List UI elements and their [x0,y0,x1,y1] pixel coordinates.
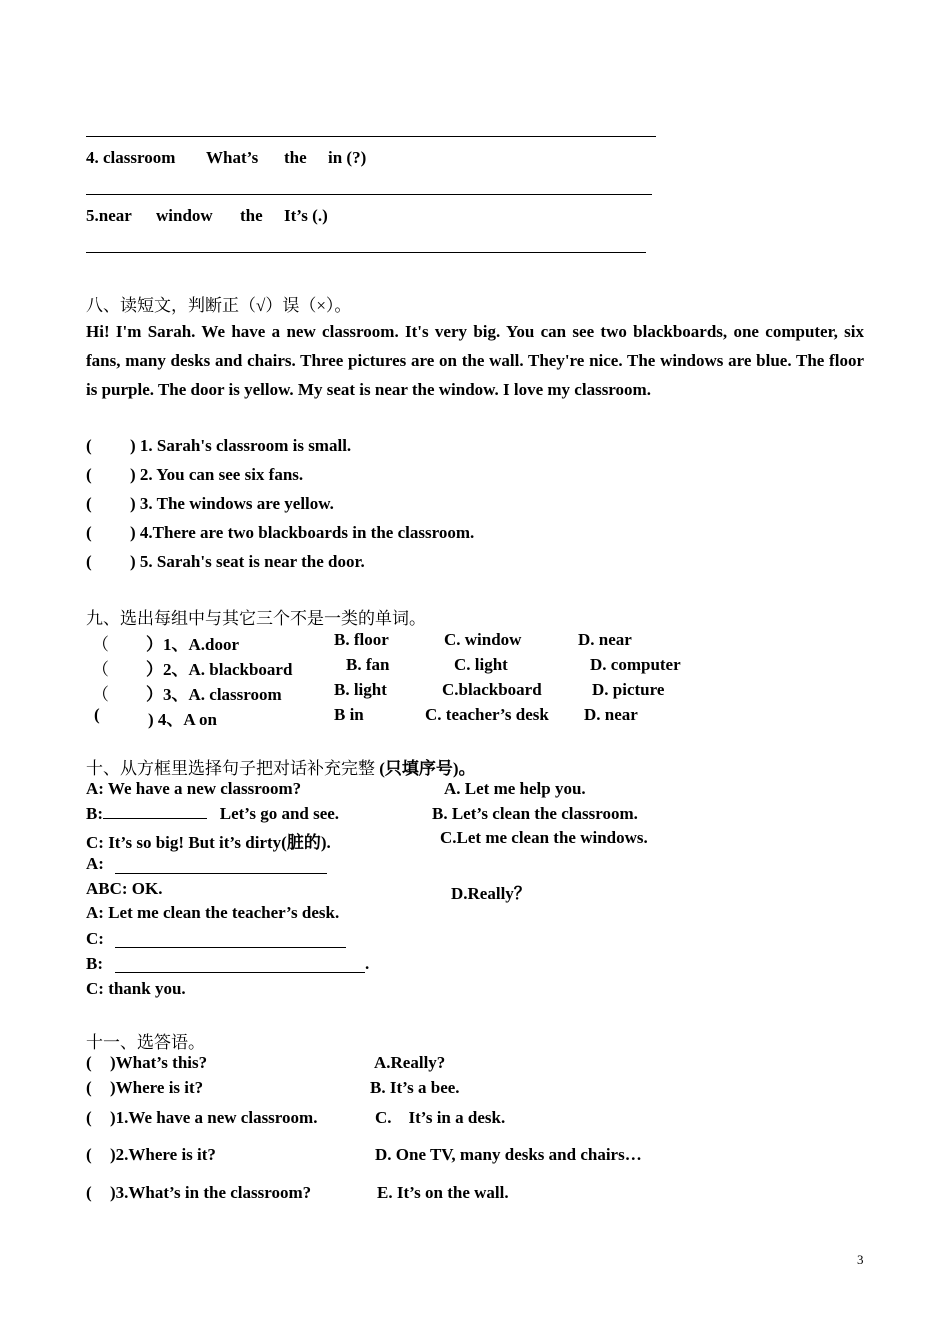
odd-one-option-b: B. light [334,680,387,699]
judge-item-3: ) 3. The windows are yellow. [130,494,334,513]
odd-one-paren[interactable]: （ [92,635,109,654]
response-answer: C. It’s in a desk. [375,1108,506,1127]
odd-one-option-c: C. light [454,655,508,674]
judge-paren[interactable]: ( [86,465,92,484]
dialogue-line-6: A: Let me clean the teacher’s desk. [86,903,340,922]
dialogue-line-2 [86,804,339,824]
judge-paren[interactable]: ( [86,523,92,542]
odd-one-option-d: D. near [584,705,638,724]
odd-one-option-a: ）1、A.door [146,635,240,654]
response-answer: A.Really? [374,1053,446,1072]
judge-item-1: ) 1. Sarah's classroom is small. [130,436,352,455]
answer-line-4 [86,194,652,195]
odd-one-paren[interactable]: （ [92,685,109,704]
response-paren[interactable]: ( [86,1053,92,1072]
dialogue-line-9: C: thank you. [86,979,186,998]
dialogue-line-1: A: We have a new classroom? [86,779,302,798]
dialogue-line-8: B: [86,954,103,973]
q4-word-4: in (?) [328,148,367,167]
section-11-heading: 十一、选答语。 [86,1033,205,1052]
response-answer: E. It’s on the wall. [377,1183,509,1202]
judge-paren[interactable]: ( [86,494,92,513]
answer-line-5 [86,252,646,253]
judge-paren[interactable]: ( [86,552,92,571]
odd-one-option-c: C. window [444,630,522,649]
q5-word-2: window [156,206,213,225]
section-10-heading [86,754,476,779]
response-paren[interactable]: ( [86,1183,92,1202]
option-c: C.Let me clean the windows. [440,828,648,847]
dialogue-line-3: C: It’s so big! But it’s dirty(脏的). [86,833,331,852]
q4-word-1: 4. classroom [86,148,176,167]
section-10-heading-note: (只填序号)。 [379,759,476,778]
q5-word-3: the [240,206,263,225]
reading-passage: Hi! I'm Sarah. We have a new classroom. It's very big. You can see two blackboards, one computer, six fans, many desks and chairs. Three pictures are on the wall. They're nice. The windows are blue. The floor is purple. The door is yellow. My seat is near the window. I love my classroom. [86,322,864,399]
response-paren[interactable]: ( [86,1145,92,1164]
dialogue-line-2-text: Let’s go and see. [219,804,340,823]
blank-a[interactable] [115,873,327,874]
response-paren[interactable]: ( [86,1078,92,1097]
response-question: )2.Where is it? [110,1145,216,1164]
odd-one-option-d: D. near [578,630,632,649]
option-a: A. Let me help you. [444,779,586,798]
odd-one-option-a: ) 4、A on [148,710,217,729]
section-8-heading: 八、读短文，判断正（√）误（×）。 [86,296,352,315]
q5-word-1: 5.near [86,206,132,225]
page-number: 3 [857,1252,864,1267]
odd-one-paren[interactable]: ( [94,705,100,724]
response-question: )What’s this? [110,1053,208,1072]
section-10-heading-cn: 十、从方框里选择句子把对话补充完整 [86,759,375,778]
judge-item-2: ) 2. You can see six fans. [130,465,304,484]
blank-c[interactable] [115,947,346,948]
dialogue-line-8-period: . [365,954,370,973]
q5-word-4: It’s (.) [284,206,328,225]
response-question: )3.What’s in the classroom? [110,1183,312,1202]
odd-one-option-b: B. fan [346,655,390,674]
judge-paren[interactable]: ( [86,436,92,455]
answer-line-3 [86,136,656,137]
section-9-heading: 九、选出每组中与其它三个不是一类的单词。 [86,609,426,628]
option-b: B. Let’s clean the classroom. [432,804,638,823]
odd-one-paren[interactable]: （ [92,660,109,679]
dialogue-line-4: A: [86,854,104,873]
odd-one-option-b: B in [334,705,364,724]
dialogue-line-5: ABC: OK. [86,879,163,898]
blank-b-2[interactable] [115,972,365,973]
q4-word-2: What’s [206,148,259,167]
q4-word-3: the [284,148,307,167]
judge-item-4: ) 4.There are two blackboards in the classroom. [130,523,475,542]
response-answer: D. One TV, many desks and chairs… [375,1145,642,1164]
odd-one-option-a: ）2、A. blackboard [146,660,293,679]
response-question: )1.We have a new classroom. [110,1108,318,1127]
odd-one-option-b: B. floor [334,630,389,649]
dialogue-line-7: C: [86,929,104,948]
dialogue-line-2-speaker: B: [86,804,103,823]
response-question: )Where is it? [110,1078,204,1097]
response-answer: B. It’s a bee. [370,1078,460,1097]
odd-one-option-d: D. computer [590,655,681,674]
option-d: D.Really？ [451,884,531,903]
odd-one-option-c: C.blackboard [442,680,542,699]
odd-one-option-c: C. teacher’s desk [425,705,549,724]
response-paren[interactable]: ( [86,1108,92,1127]
odd-one-option-d: D. picture [592,680,665,699]
judge-item-5: ) 5. Sarah's seat is near the door. [130,552,365,571]
odd-one-option-a: ）3、A. classroom [146,685,282,704]
blank-b[interactable] [103,804,207,819]
